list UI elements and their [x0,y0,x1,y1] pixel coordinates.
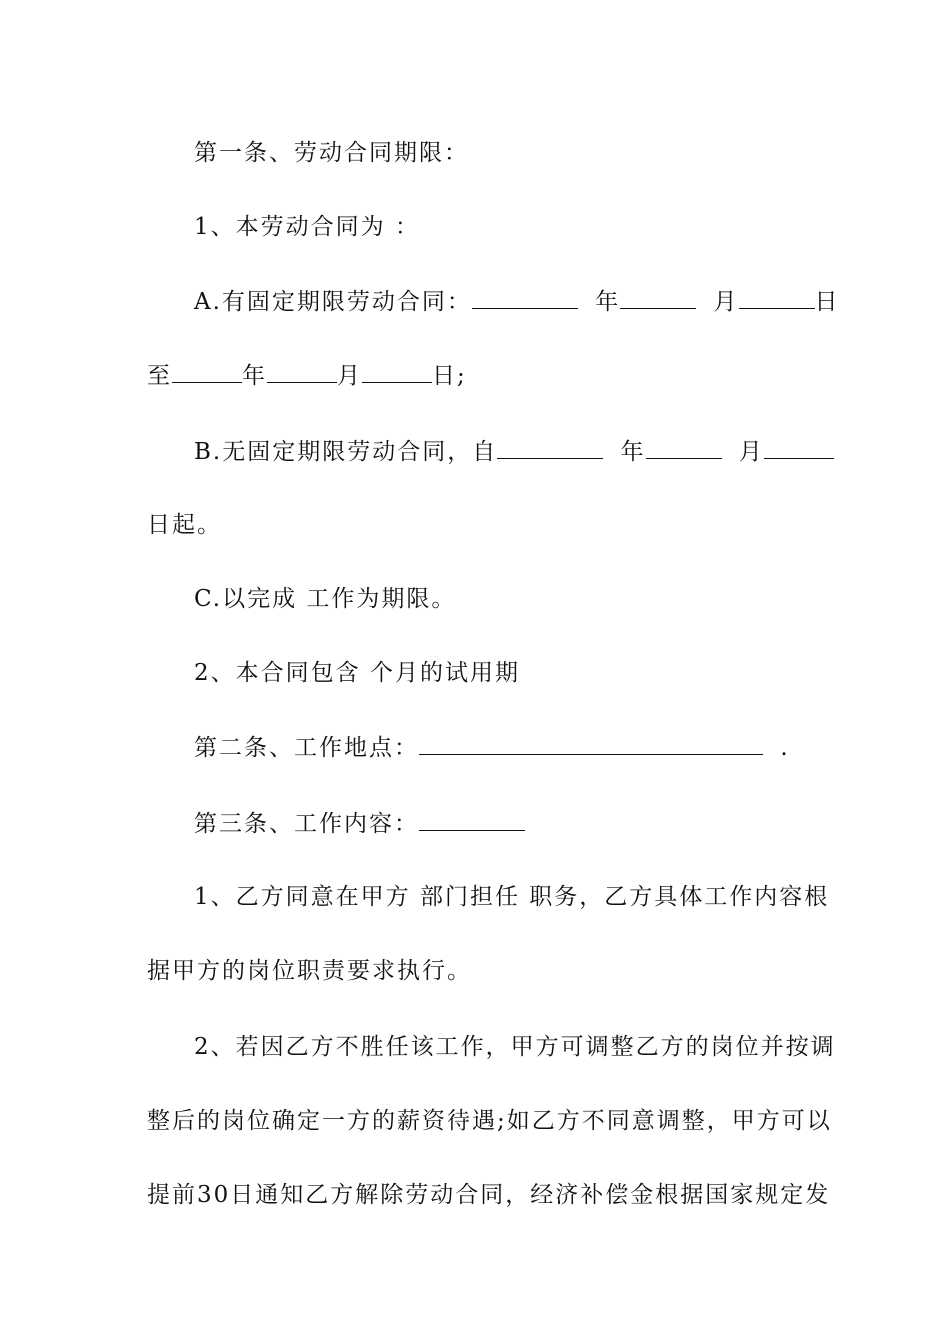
clause-option-a [194,286,840,317]
end-year-blank[interactable] [172,360,242,383]
clause-3-2-continued: 整后的岗位确定一方的薪资待遇;如乙方不同意调整，甲方可以 [147,1108,832,1134]
year-label: 年 [242,363,267,389]
clause-3-2-text: 2、若因乙方不胜任该工作，甲方可调整乙方的岗位并按调 [194,1034,836,1060]
clause-option-a-end [147,360,807,391]
work-content-label: 第三条、工作内容： [194,811,419,837]
clause-option-c [194,584,806,614]
start-month-blank[interactable] [620,286,696,309]
clause-1-1 [194,212,806,242]
clause-3-1-continued: 据甲方的岗位职责要求执行。 [147,958,472,984]
b-month-blank[interactable] [646,436,722,459]
year-label: 年 [595,289,621,315]
option-c-text: C.以完成 工作为期限。 [194,586,457,612]
probation-text: 2、本合同包含 个月的试用期 [194,660,520,686]
article-1-heading [194,138,806,168]
article-3-heading [194,808,806,839]
month-label: 月 [337,363,362,389]
option-b-end-text: 日起。 [147,512,222,538]
day-label: 日 [814,289,840,315]
work-location-blank[interactable] [419,732,763,755]
work-content-blank[interactable] [419,808,525,831]
clause-option-b-end [147,510,807,540]
period-mark: . [780,735,790,761]
year-label: 年 [620,439,646,465]
clause-3-2-line-1 [194,1032,836,1062]
clause-option-b [194,436,806,467]
to-label: 至 [147,363,172,389]
clause-1-2 [194,658,806,688]
clause-3-1-line-1 [194,882,830,912]
clause-3-1-line-2 [147,956,807,986]
day-label: 日; [432,363,467,389]
month-label: 月 [713,289,739,315]
start-day-blank[interactable] [739,286,815,309]
article-2-heading [194,732,806,763]
clause-3-2-continued-2: 提前30日通知乙方解除劳动合同，经济补偿金根据国家规定发 [147,1182,831,1208]
work-location-label: 第二条、工作地点： [194,735,419,761]
clause-3-1-text: 1、乙方同意在甲方 部门担任 职务，乙方具体工作内容根 [194,884,830,910]
b-year-blank[interactable] [497,436,603,459]
option-a-label: A.有固定期限劳动合同： [194,289,472,315]
option-b-label: B.无固定期限劳动合同，自 [194,439,498,465]
month-label: 月 [738,439,764,465]
article-1-heading-text: 第一条、劳动合同期限： [194,140,469,166]
clause-1-1-text: 1、本劳动合同为 ： [194,214,420,240]
b-day-blank[interactable] [764,436,834,459]
start-year-blank[interactable] [472,286,578,309]
clause-3-2-line-2 [147,1106,832,1136]
end-day-blank[interactable] [362,360,432,383]
clause-3-2-line-3 [147,1180,831,1210]
end-month-blank[interactable] [267,360,337,383]
